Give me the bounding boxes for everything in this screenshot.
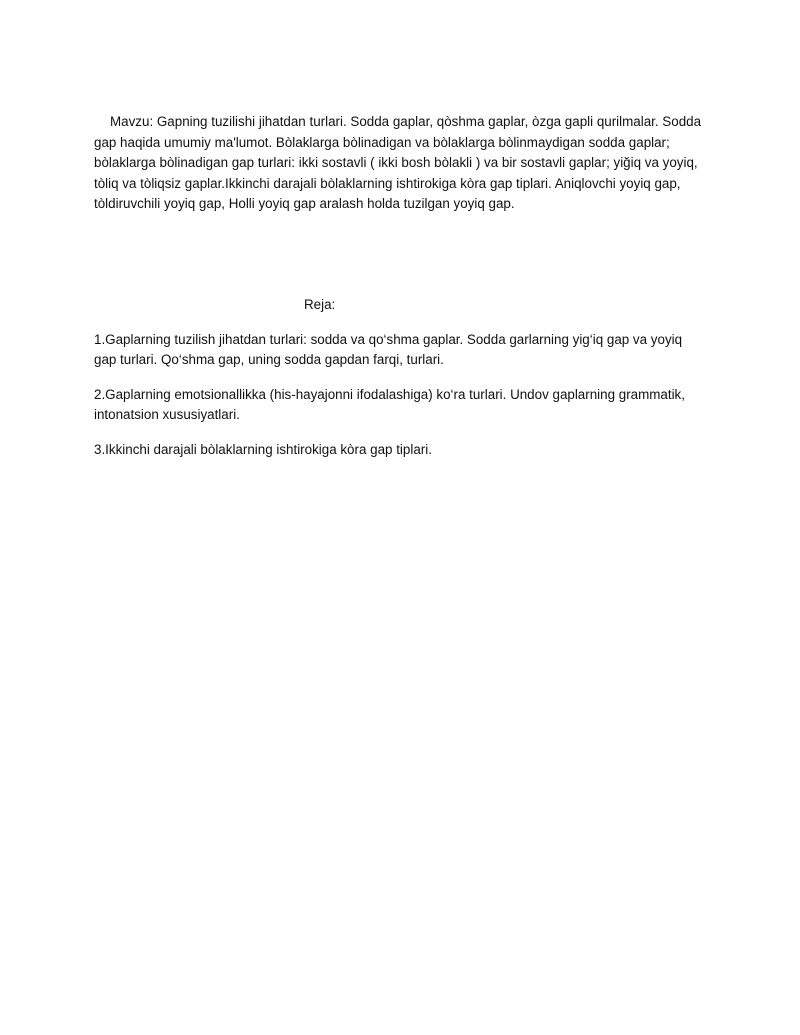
plan-title: Reja:	[304, 296, 336, 312]
document-body	[94, 112, 704, 461]
plan-item-3: 3.Ikkinchi darajali bòlaklarning ishtirokiga kòra gap tiplari.	[94, 441, 432, 457]
intro-paragraph: Mavzu: Gapning tuzilishi jihatdan turlari. Sodda gaplar, qòshma gaplar, òzga gapli qurilmalar. Sodda gap haqida umumiy ma'lumot. Bòlaklarga bòlinadigan va bòlaklarga bòlinmaydigan sodda gaplar; bòlaklarga bòlinadigan gap turlari: ikki sostavli ( ikki bosh bòlakli ) va bir sostavli gaplar; yiğiq va yoyiq, tòliq va tòliqsiz gaplar.Ikkinchi darajali bòlaklarning ishtirokiga kòra gap tiplari. Aniqlovchi yoyiq gap, tòldiruvchili yoyiq gap, Holli yoyiq gap aralash holda tuzilgan yoyiq gap.	[94, 114, 702, 212]
plan-item-2: 2.Gaplarning emotsionallikka (his-hayajonni ifodalashiga) ko‘ra turlari. Undov gaplarning grammatik, intonatsion xususiyatlari.	[94, 386, 685, 423]
plan-item-1: 1.Gaplarning tuzilish jihatdan turlari: sodda va qo‘shma gaplar. Sodda garlarning yig‘iq gap va yoyiq gap turlari. Qo‘shma gap, uning sodda gapdan farqi, turlari.	[94, 331, 683, 368]
